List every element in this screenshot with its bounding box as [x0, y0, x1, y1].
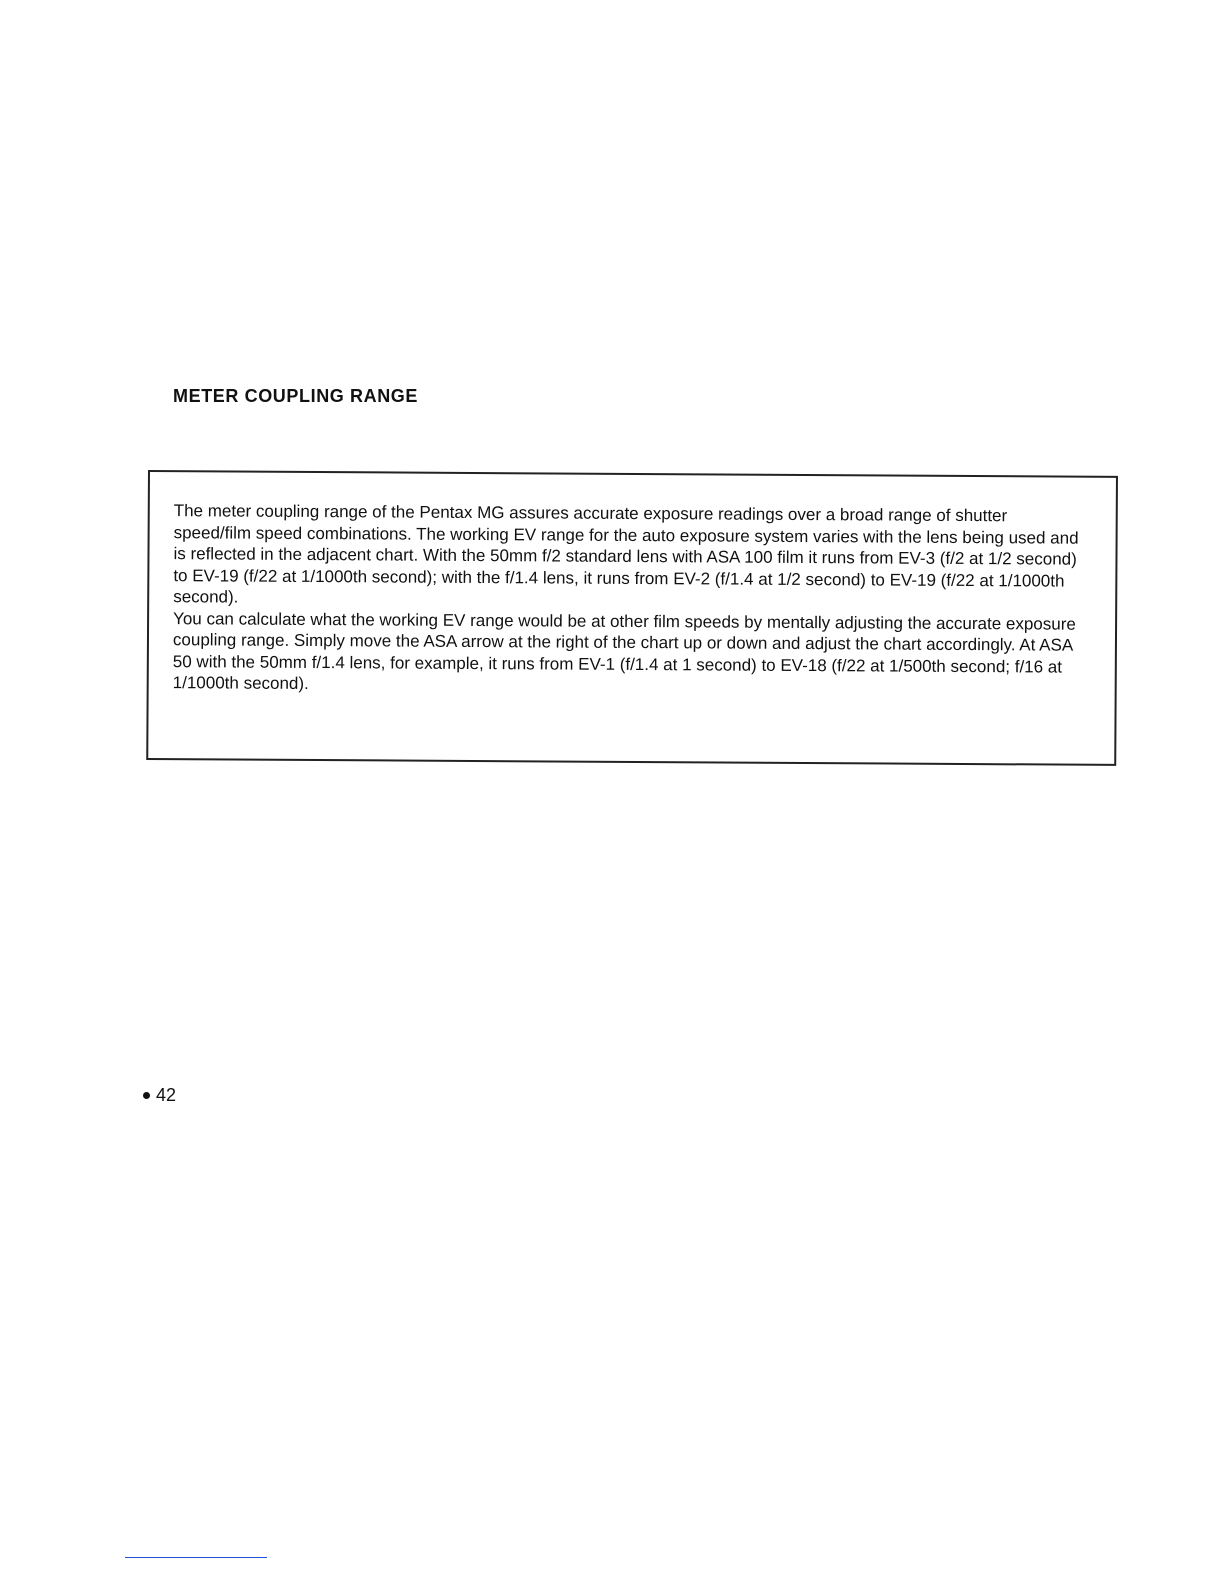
bullet-icon [143, 1092, 150, 1099]
footer-rule [125, 1557, 267, 1558]
page-number [143, 1085, 176, 1106]
page-number-value: 42 [156, 1085, 177, 1105]
paragraph-lens-ranges: The meter coupling range of the Pentax MG assures accurate exposure readings over a broad range of shutter speed/film speed combinations. The working EV range for the auto exposure system varies with the lens being used and is reflected in the adjacent chart. With the 50mm f/2 standard lens with ASA 100 film it runs from EV-3 (f/2 at 1/2 second) to EV-19 (f/22 at 1/1000th second); with the f/1.4 lens, it runs from EV-2 (f/1.4 at 1/2 second) to EV-19 (f/22 at 1/1000th second). [173, 501, 1079, 607]
section-title: METER COUPLING RANGE [173, 386, 419, 406]
info-box-text [173, 500, 1089, 699]
meter-coupling-info-box [146, 470, 1118, 766]
paragraph-film-speed-adjustment: You can calculate what the working EV range would be at other film speeds by mentally adjusting the accurate exposure coupling range. Simply move the ASA arrow at the right of the chart up or down and adjust the chart accordingly. At ASA 50 with the 50mm f/1.4 lens, for example, it runs from EV-1 (f/1.4 at 1 second) to EV-18 (f/22 at 1/500th second; f/16 at 1/1000th second). [172, 608, 1076, 693]
